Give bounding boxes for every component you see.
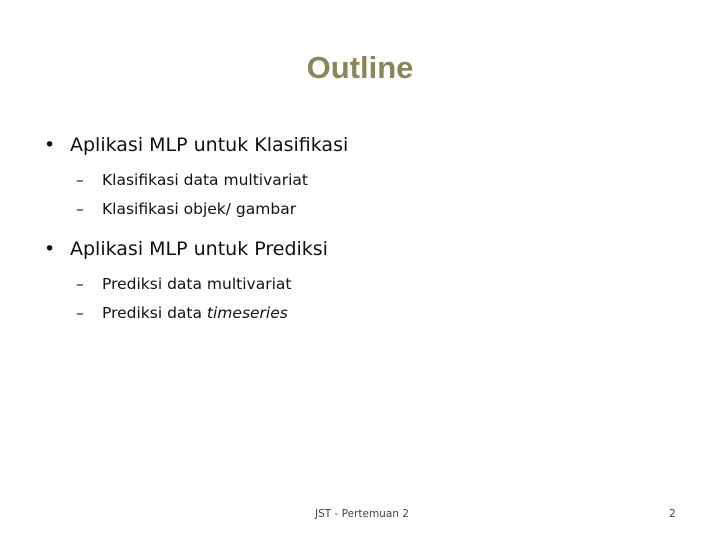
- slide-title: Outline: [306, 50, 414, 85]
- sub-item-text: Prediksi data multivariat: [102, 275, 292, 293]
- bullet-text: Aplikasi MLP untuk Klasifikasi: [70, 134, 349, 156]
- slide-content: [44, 128, 684, 336]
- sub-item-text-plain: Prediksi data: [102, 304, 207, 322]
- bullet-icon: •: [44, 134, 56, 156]
- sub-item: [76, 166, 684, 195]
- sub-item: [76, 299, 684, 328]
- sub-list: [76, 166, 684, 224]
- sub-item: [76, 195, 684, 224]
- dash-icon: –: [76, 304, 84, 322]
- dash-icon: –: [76, 171, 84, 189]
- bullet-item: [44, 232, 684, 266]
- bullet-item: [44, 128, 684, 162]
- sub-item-text: Klasifikasi data multivariat: [102, 171, 309, 189]
- bullet-icon: •: [44, 238, 56, 260]
- sub-item-text: Klasifikasi objek/ gambar: [102, 200, 297, 218]
- sub-item-text-emphasis: timeseries: [206, 304, 288, 322]
- dash-icon: –: [76, 275, 84, 293]
- sub-item-text: [102, 299, 288, 328]
- bullet-text: Aplikasi MLP untuk Prediksi: [70, 238, 328, 260]
- dash-icon: –: [76, 200, 84, 218]
- sub-list: [76, 270, 684, 328]
- page-number: 2: [669, 508, 676, 520]
- footer-label: JST - Pertemuan 2: [315, 508, 409, 520]
- sub-item: [76, 270, 684, 299]
